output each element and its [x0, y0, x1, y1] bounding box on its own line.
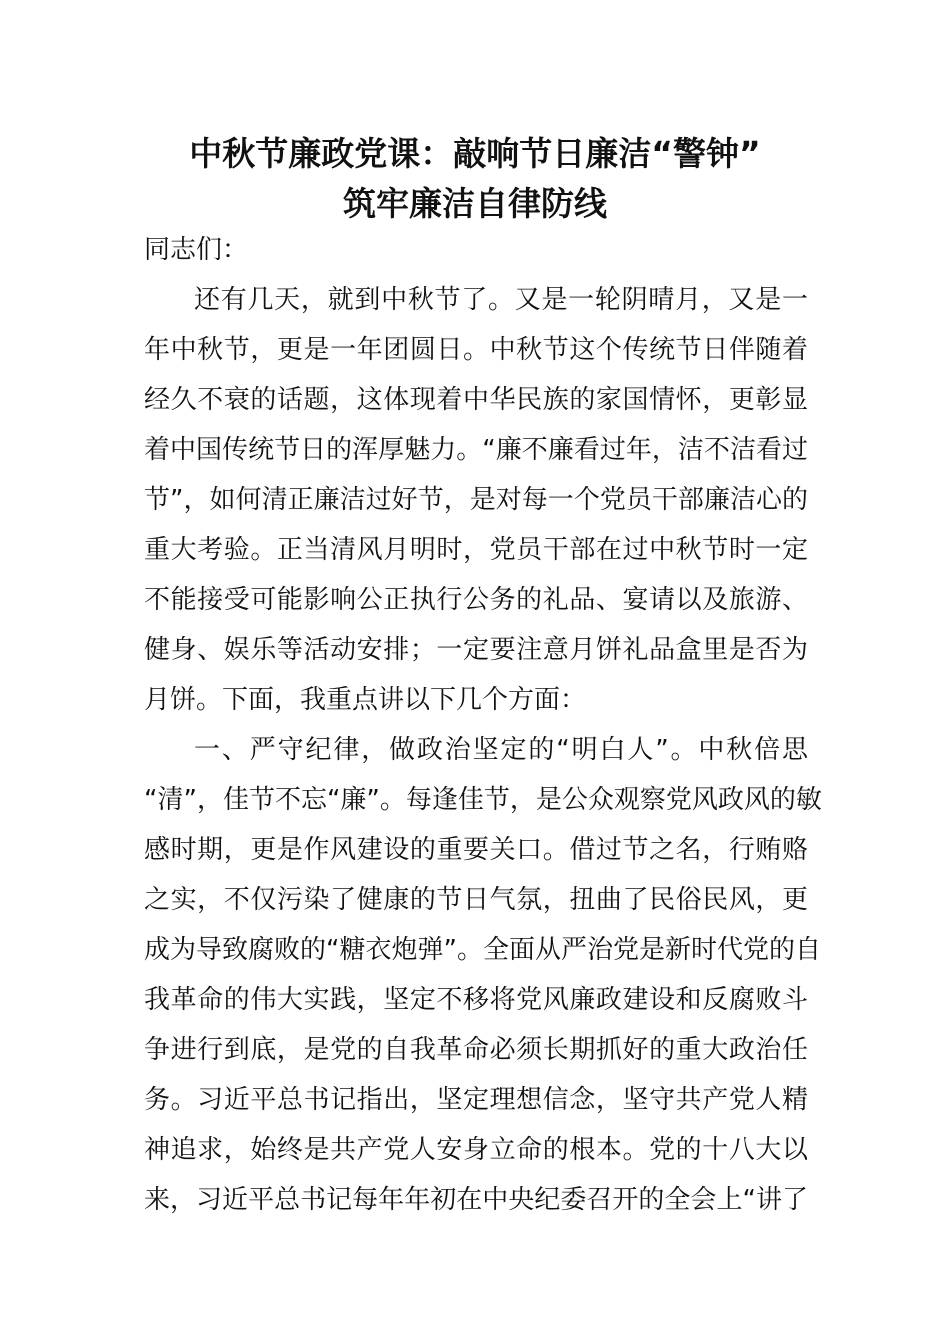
document-title-line-2: 筑牢廉洁自律防线 — [343, 184, 607, 223]
paragraph-line: 我革命的伟大实践，坚定不移将党风廉政建设和反腐败斗 — [144, 985, 808, 1015]
paragraph-line: 务。习近平总书记指出，坚定理想信念，坚守共产党人精 — [144, 1085, 808, 1115]
paragraph-line: 神追求，始终是共产党人安身立命的根本。党的十八大以 — [144, 1135, 808, 1165]
paragraph-line: 重大考验。正当清风月明时，党员干部在过中秋节时一定 — [144, 535, 808, 565]
paragraph-line: 成为导致腐败的“糖衣炮弹”。全面从严治党是新时代党的自 — [144, 935, 821, 965]
paragraph-line: 感时期，更是作风建设的重要关口。借过节之名，行贿赂 — [144, 835, 808, 865]
paragraph-line: 节”，如何清正廉洁过好节，是对每一个党员干部廉洁心的 — [144, 485, 808, 515]
salutation: 同志们： — [144, 235, 249, 265]
paragraph-line: 经久不衰的话题，这体现着中华民族的家国情怀，更彰显 — [144, 385, 808, 415]
paragraph-line: 健身、娱乐等活动安排；一定要注意月饼礼品盒里是否为 — [144, 635, 808, 665]
paragraph-line: 年中秋节，更是一年团圆日。中秋节这个传统节日伴随着 — [144, 335, 808, 365]
document-title-line-1: 中秋节廉政党课：敲响节日廉洁“警钟” — [189, 134, 761, 173]
paragraph-line: 来，习近平总书记每年年初在中央纪委召开的全会上“讲了 — [144, 1185, 808, 1215]
paragraph-line: “清”，佳节不忘“廉”。每逢佳节，是公众观察党风政风的敏 — [144, 785, 822, 815]
paragraph-line: 争进行到底，是党的自我革命必须长期抓好的重大政治任 — [144, 1035, 808, 1065]
paragraph-line: 不能接受可能影响公正执行公务的礼品、宴请以及旅游、 — [144, 585, 808, 615]
paragraph-line: 还有几天，就到中秋节了。又是一轮阴晴月，又是一 — [194, 285, 808, 315]
paragraph-line: 着中国传统节日的浑厚魅力。“廉不廉看过年，洁不洁看过 — [144, 435, 808, 465]
paragraph-line: 月饼。下面，我重点讲以下几个方面： — [144, 685, 587, 715]
section-heading-line: 一、严守纪律，做政治坚定的“明白人”。中秋倍思 — [194, 735, 808, 765]
paragraph-line: 之实，不仅污染了健康的节日气氛，扭曲了民俗民风，更 — [144, 885, 808, 915]
